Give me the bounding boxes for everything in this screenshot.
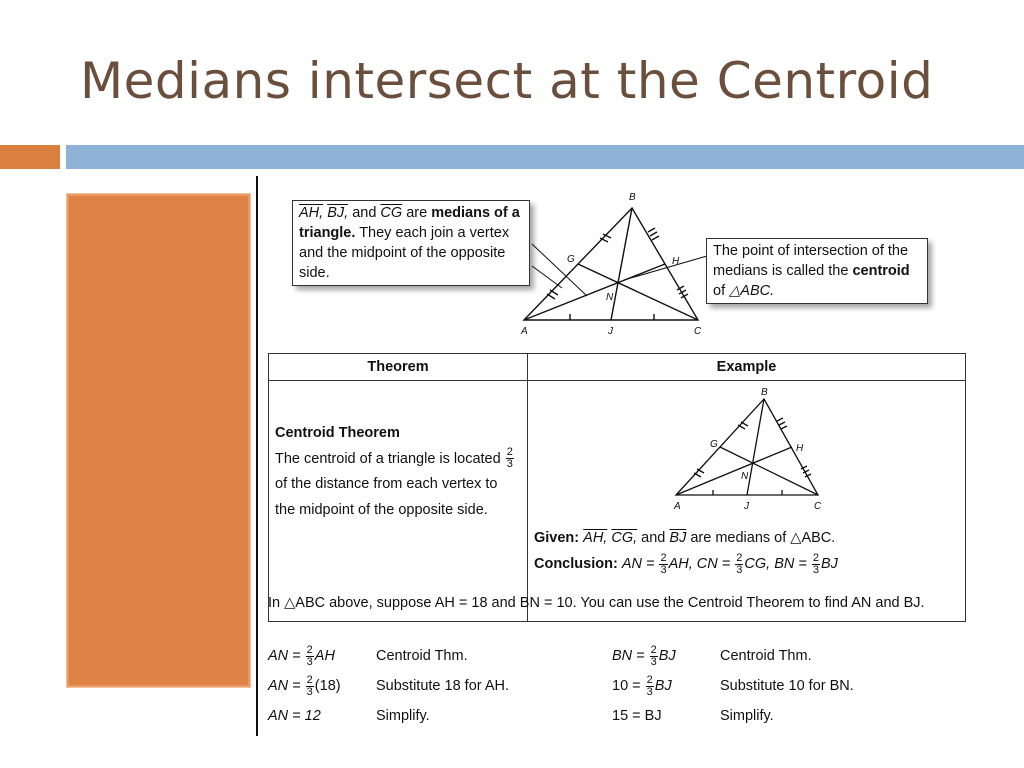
example-intro: In △ABC above, suppose AH = 18 and BN = 10. You can use the Centroid Theorem to find AN and BJ. xyxy=(268,595,925,611)
label-j: J xyxy=(608,326,613,337)
svg-text:A: A xyxy=(674,501,681,511)
conclusion-line: Conclusion: AN = $\frac{2}{3}$ AH, CN = $\frac{2}{3}$ CG, BN = $\frac{2}{3}$ BJ xyxy=(534,551,838,576)
header-theorem: Theorem xyxy=(269,354,528,381)
label-c: C xyxy=(694,326,702,337)
svg-text:N: N xyxy=(741,471,749,482)
fraction-two-thirds: $\frac{2}{3}$ xyxy=(506,446,513,471)
theorem-cell: Centroid Theorem The centroid of a triangle is located $\frac{2}{3}$ of the distance from each vertex to the midpoint of the opposite side. xyxy=(269,381,528,622)
right-step-2: 10 = $\frac{2}{3}$ BJ xyxy=(612,673,672,698)
left-step-2: AN = $\frac{2}{3}$ (18) xyxy=(268,673,341,698)
label-b: B xyxy=(629,192,636,203)
right-reason-2: Substitute 10 for BN. xyxy=(720,678,854,694)
label-a: A xyxy=(521,326,528,337)
header-example: Example xyxy=(528,354,966,381)
accent-bar-orange xyxy=(0,145,60,169)
svg-text:J: J xyxy=(744,501,749,511)
side-decor-box xyxy=(66,193,251,688)
label-h: H xyxy=(672,256,680,267)
centroid-callout: The point of intersection of the medians is called the centroid of △ABC. xyxy=(706,238,928,304)
theorem-name: Centroid Theorem xyxy=(275,425,400,441)
left-reason-3: Simplify. xyxy=(376,708,430,724)
theorem-table xyxy=(268,353,966,622)
label-n: N xyxy=(606,292,614,303)
triangle-figure-example xyxy=(666,385,826,511)
svg-text:G: G xyxy=(710,439,718,450)
left-step-3: AN = 12 xyxy=(268,708,321,724)
left-step-1: AN = $\frac{2}{3}$ AH xyxy=(268,643,335,668)
svg-text:B: B xyxy=(761,387,768,398)
right-step-1: BN = $\frac{2}{3}$ BJ xyxy=(612,643,676,668)
label-g: G xyxy=(567,254,575,265)
given-line: Given: AH, CG, and $\overline{BJ}$ are medians of △ABC. xyxy=(534,530,836,546)
textbook-excerpt xyxy=(262,176,974,736)
slide-title: Medians intersect at the Centroid xyxy=(80,52,934,110)
right-reason-1: Centroid Thm. xyxy=(720,648,812,664)
svg-text:H: H xyxy=(796,443,804,454)
divider-line xyxy=(256,176,258,736)
right-step-3: 15 = BJ xyxy=(612,708,662,724)
svg-text:C: C xyxy=(814,501,822,511)
median-callout: AH, BJ, and $\overline{CG}$ are medians of a triangle. They each join a vertex and the midpoint of the opposite side. xyxy=(292,200,530,286)
left-reason-2: Substitute 18 for AH. xyxy=(376,678,509,694)
example-cell xyxy=(528,381,966,622)
left-reason-1: Centroid Thm. xyxy=(376,648,468,664)
right-reason-3: Simplify. xyxy=(720,708,774,724)
accent-bar-blue xyxy=(66,145,1024,169)
